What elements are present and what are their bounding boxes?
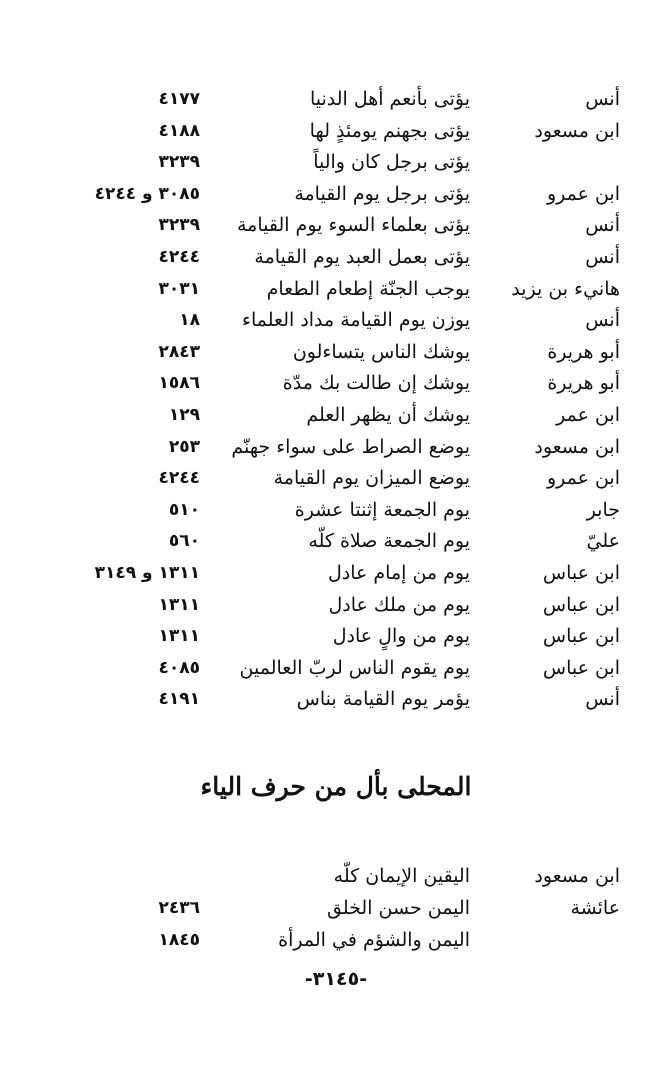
index-row — [60, 526, 620, 558]
index-row — [60, 368, 620, 400]
narrator: ابن عمر — [556, 403, 620, 426]
index-row — [60, 463, 620, 495]
reference-number: ٤٢٤٤ — [158, 468, 200, 489]
hadith-text: يوم يقوم الناس لربّ العالمين — [239, 656, 470, 679]
narrator: أبو هريرة — [547, 340, 620, 363]
index-row — [60, 558, 620, 590]
hadith-text: يؤتى برجل كان والياً — [313, 151, 470, 174]
index-row — [60, 116, 620, 148]
hadith-text: يوزن يوم القيامة مداد العلماء — [242, 309, 470, 332]
reference-number: ١٣١١ — [158, 626, 200, 647]
narrator: ابن عباس — [542, 625, 620, 648]
hadith-text: يوضع الصراط على سواء جهنّم — [231, 435, 470, 458]
narrator: ابن عباس — [542, 656, 620, 679]
hadith-text: يوشك أن يظهر العلم — [306, 403, 470, 426]
hadith-text: اليقين الإيمان كلّه — [333, 865, 470, 887]
reference-number: ٢٤٣٦ — [158, 898, 200, 918]
index-row — [60, 621, 620, 653]
hadith-text: اليمن حسن الخلق — [327, 897, 470, 919]
hadith-text: يوم من والٍ عادل — [332, 625, 470, 648]
narrator: هانيء بن يزيد — [511, 277, 620, 300]
hadith-text: يوم من ملك عادل — [328, 593, 470, 616]
hadith-text: يوم الجمعة إثنتا عشرة — [294, 498, 470, 521]
section-heading: المحلى بأل من حرف الياء — [200, 772, 472, 801]
index-row — [60, 892, 620, 924]
narrator: ابن مسعود — [534, 119, 620, 142]
narrator: أنس — [585, 688, 620, 711]
reference-number: ٣٠٨٥ و ٤٢٤٤ — [94, 183, 200, 204]
narrator: ابن مسعود — [534, 435, 620, 458]
reference-number: ٤١٧٧ — [158, 89, 200, 109]
reference-number: ٤١٩١ — [158, 689, 200, 710]
narrator: ابن مسعود — [534, 865, 620, 887]
narrator: عائشة — [570, 897, 620, 919]
hadith-text: يؤتى بعمل العبد يوم القيامة — [254, 245, 470, 268]
narrator: أبو هريرة — [547, 372, 620, 395]
index-row — [60, 210, 620, 242]
hadith-text: يوم من إمام عادل — [327, 561, 470, 584]
index-row — [60, 400, 620, 432]
index-row — [60, 495, 620, 527]
hadith-text: يؤتى بأنعم أهل الدنيا — [309, 88, 470, 110]
hadith-text: يؤتى برجل يوم القيامة — [294, 182, 470, 205]
index-row — [60, 179, 620, 211]
narrator: عليّ — [586, 530, 620, 553]
index-row — [60, 653, 620, 685]
index-row — [60, 305, 620, 337]
reference-number: ٤٢٤٤ — [158, 246, 200, 267]
hadith-text: يوجب الجنّة إطعام الطعام — [266, 277, 470, 300]
reference-number: ٣٢٣٩ — [158, 152, 200, 173]
narrator: ابن عمرو — [546, 467, 620, 490]
reference-number: ٣٢٣٩ — [158, 215, 200, 236]
reference-number: ١٥٨٦ — [158, 373, 200, 394]
reference-number: ٥١٠ — [168, 499, 200, 520]
hadith-text: يؤتى بجهنم يومئذٍ لها — [309, 119, 470, 142]
narrator: ابن عباس — [542, 593, 620, 616]
index-row — [60, 590, 620, 622]
reference-number: ١٣١١ و ٣١٤٩ — [94, 562, 200, 583]
hadith-text: يوضع الميزان يوم القيامة — [273, 467, 470, 490]
narrator: ابن عمرو — [546, 182, 620, 205]
index-row — [60, 337, 620, 369]
hadith-text: يوم الجمعة صلاة كلّه — [308, 530, 470, 553]
hadith-text: يؤتى بعلماء السوء يوم القيامة — [236, 214, 470, 237]
index-row — [60, 274, 620, 306]
hadith-text: يوشك الناس يتساءلون — [292, 340, 470, 363]
index-row — [60, 860, 620, 892]
reference-number: ٥٦٠ — [168, 531, 200, 552]
reference-number: ١٨ — [179, 310, 200, 331]
reference-number: ١٨٤٥ — [158, 930, 200, 950]
narrator: ابن عباس — [542, 561, 620, 584]
section-list — [60, 860, 620, 956]
hadith-text: يؤمر يوم القيامة بناس — [296, 688, 470, 711]
reference-number: ١٣١١ — [158, 594, 200, 615]
narrator: أنس — [585, 309, 620, 332]
reference-number: ٤١٨٨ — [158, 120, 200, 141]
index-row — [60, 924, 620, 956]
narrator: أنس — [585, 214, 620, 237]
narrator: أنس — [585, 245, 620, 268]
index-list — [60, 84, 620, 716]
index-row — [60, 242, 620, 274]
hadith-text: يوشك إن طالت بك مدّة — [282, 372, 470, 395]
narrator: جابر — [586, 498, 620, 521]
reference-number: ٤٠٨٥ — [158, 657, 200, 678]
reference-number: ٢٨٤٣ — [158, 341, 200, 362]
narrator: أنس — [585, 88, 620, 110]
index-row — [60, 432, 620, 464]
page-number: -٣١٤٥- — [304, 968, 368, 990]
index-row — [60, 147, 620, 179]
index-row — [60, 684, 620, 716]
index-row — [60, 84, 620, 116]
reference-number: ٣٠٣١ — [158, 278, 200, 299]
reference-number: ١٢٩ — [168, 404, 200, 425]
hadith-text: اليمن والشؤم في المرأة — [278, 929, 470, 951]
reference-number: ٢٥٣ — [168, 436, 200, 457]
